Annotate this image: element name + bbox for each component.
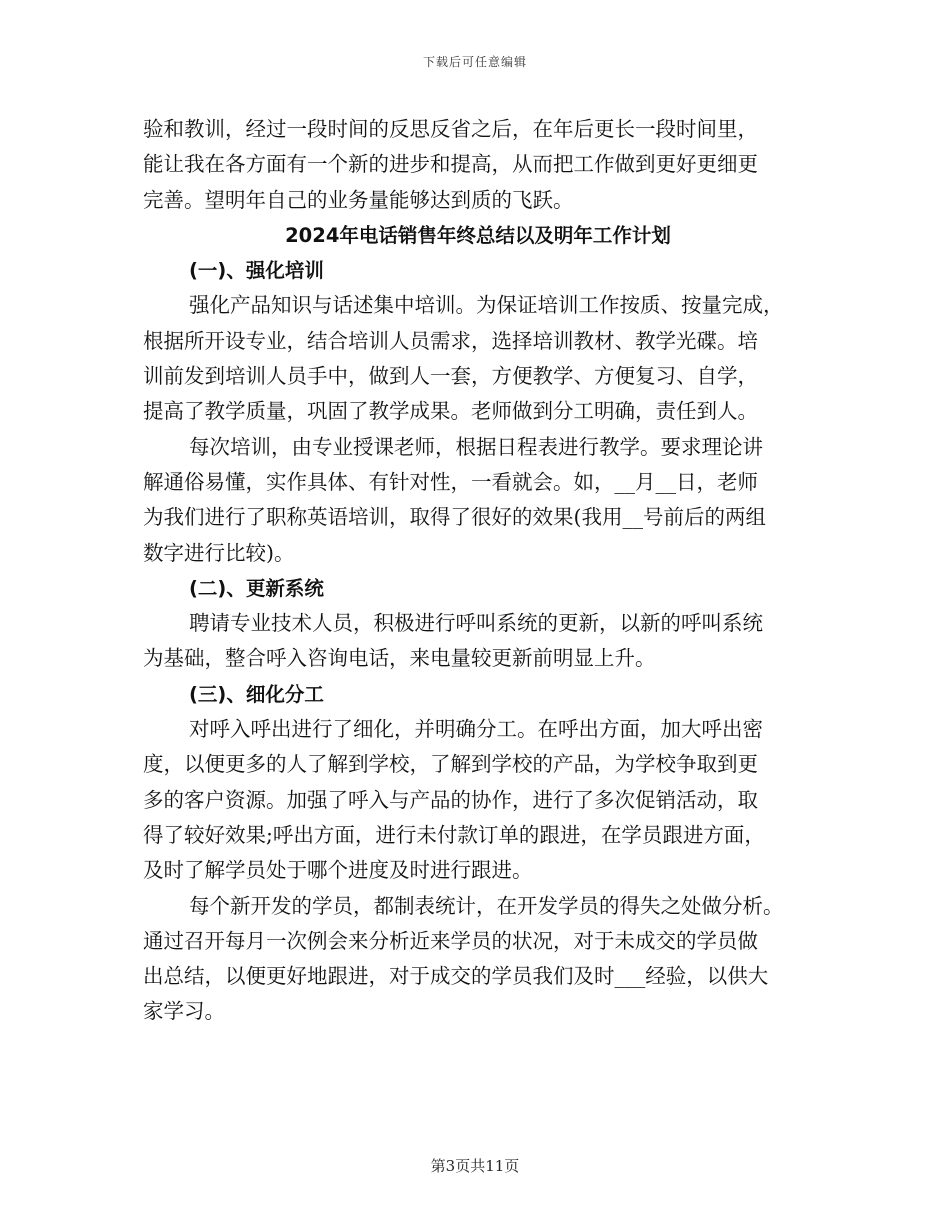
intro-line: 能让我在各方面有一个新的进步和提高，从而把工作做到更好更细更 bbox=[143, 152, 758, 177]
paragraph-line: 出总结，以便更好地跟进，对于成交的学员我们及时___经验，以供大 bbox=[143, 964, 769, 989]
paragraph-line: 根据所开设专业，结合培训人员需求，选择培训教材、教学光碟。培 bbox=[143, 328, 758, 353]
paragraph-line: 度，以便更多的人了解到学校，了解到学校的产品，为学校争取到更 bbox=[143, 752, 758, 777]
paragraph-line: 通过召开每月一次例会来分析近来学员的状况，对于未成交的学员做 bbox=[143, 928, 758, 953]
section-heading: (三)、细化分工 bbox=[189, 682, 324, 706]
paragraph-line: 每个新开发的学员，都制表统计，在开发学员的得失之处做分析。 bbox=[189, 893, 784, 918]
paragraph-line: 及时了解学员处于哪个进度及时进行跟进。 bbox=[143, 858, 533, 883]
paragraph-line: 解通俗易懂，实作具体、有针对性，一看就会。如，__月__日，老师 bbox=[143, 469, 758, 494]
paragraph-line: 强化产品知识与话述集中培训。为保证培训工作按质、按量完成， bbox=[189, 293, 784, 318]
document-title: 2024年电话销售年终总结以及明年工作计划 bbox=[285, 223, 671, 247]
section-heading: (一)、强化培训 bbox=[189, 259, 324, 283]
document-body bbox=[143, 112, 813, 1030]
paragraph-line: 为我们进行了职称英语培训，取得了很好的效果(我用__号前后的两组 bbox=[143, 505, 766, 530]
paragraph-line: 聘请专业技术人员，积极进行呼叫系统的更新，以新的呼叫系统 bbox=[189, 611, 763, 636]
paragraph-line: 提高了教学质量，巩固了教学成果。老师做到分工明确，责任到人。 bbox=[143, 399, 758, 424]
paragraph-line: 训前发到培训人员手中，做到人一套，方便教学、方便复习、自学， bbox=[143, 364, 758, 389]
intro-line: 验和教训，经过一段时间的反思反省之后，在年后更长一段时间里， bbox=[143, 117, 758, 141]
paragraph-line: 数字进行比较)。 bbox=[143, 540, 295, 565]
paragraph-line: 对呼入呼出进行了细化，并明确分工。在呼出方面，加大呼出密 bbox=[189, 717, 763, 742]
page-number: 第3页共11页 bbox=[430, 1157, 520, 1175]
paragraph-line: 得了较好效果;呼出方面，进行未付款订单的跟进，在学员跟进方面， bbox=[143, 822, 765, 847]
page-header: 下载后可任意编辑 bbox=[422, 55, 527, 69]
paragraph-line: 家学习。 bbox=[143, 999, 225, 1024]
section-heading: (二)、更新系统 bbox=[189, 576, 324, 600]
paragraph-line: 为基础，整合呼入咨询电话，来电量较更新前明显上升。 bbox=[143, 646, 656, 671]
paragraph-line: 每次培训，由专业授课老师，根据日程表进行教学。要求理论讲 bbox=[189, 434, 763, 459]
intro-line: 完善。望明年自己的业务量能够达到质的飞跃。 bbox=[143, 187, 574, 212]
paragraph-line: 多的客户资源。加强了呼入与产品的协作，进行了多次促销活动，取 bbox=[143, 787, 758, 812]
